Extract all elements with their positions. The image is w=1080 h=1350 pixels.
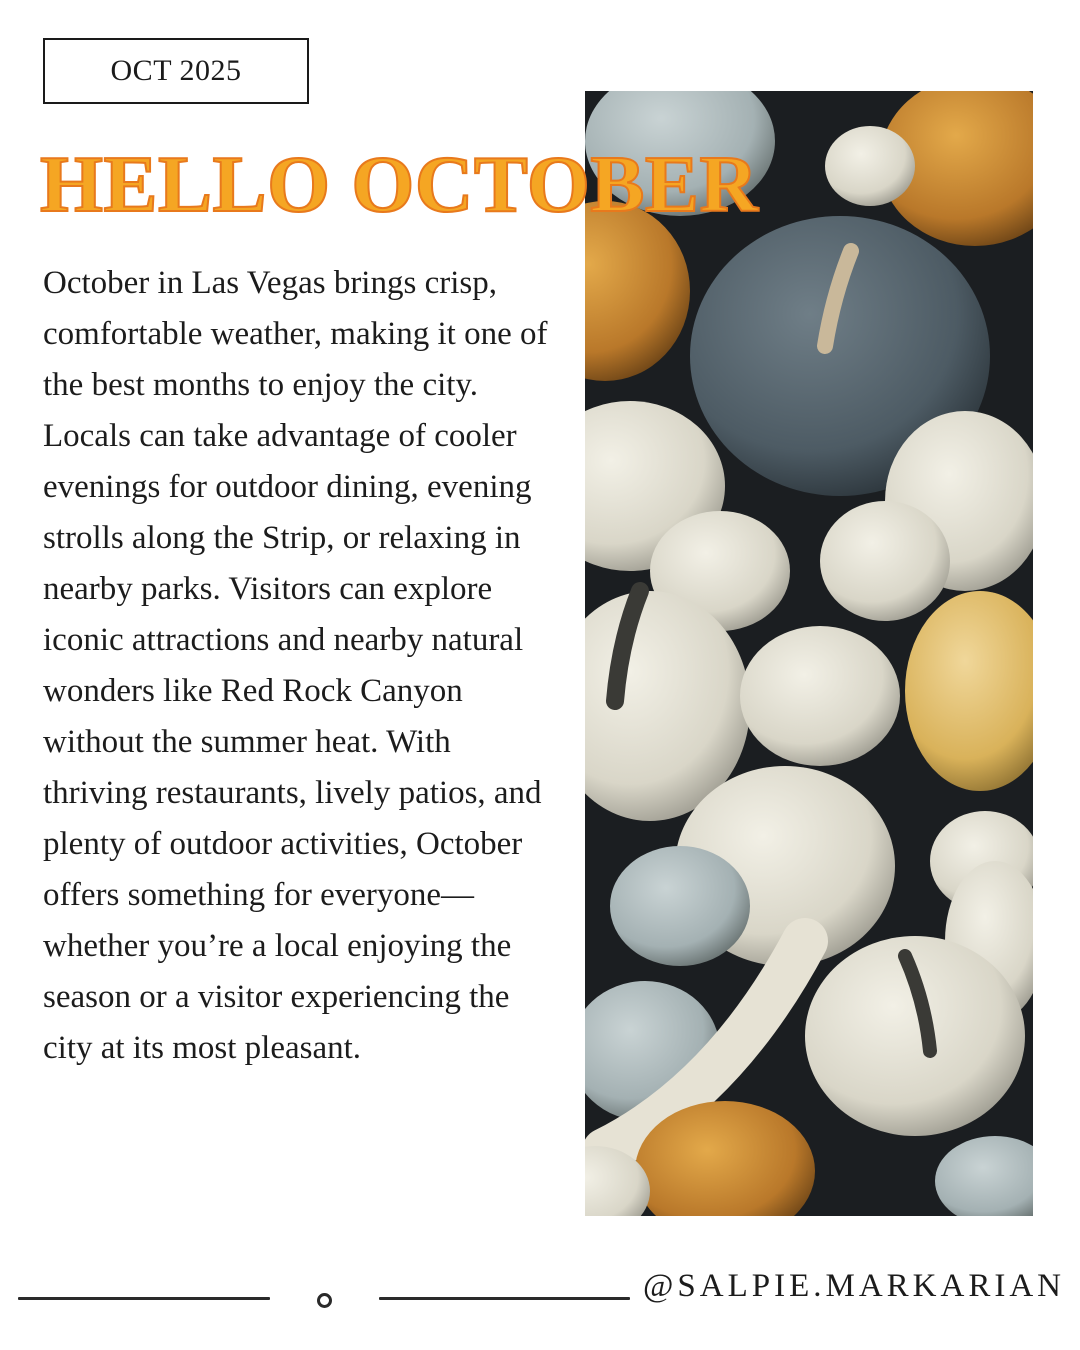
date-label: OCT 2025 xyxy=(110,54,242,87)
footer-circle-icon xyxy=(317,1293,332,1308)
date-label-box xyxy=(43,38,309,104)
footer-divider-left xyxy=(18,1297,270,1300)
pumpkins-photo xyxy=(585,91,1033,1216)
social-handle: @SALPIE.MARKARIAN xyxy=(643,1268,1065,1304)
footer-divider-right xyxy=(379,1297,630,1300)
page-title: HELLO OCTOBER xyxy=(40,139,759,229)
article-body: October in Las Vegas brings crisp, comfortable weather, making it one of the best months to enjoy the city. Locals can take advantage of cooler evenings for outdoor dining, evening strolls along the Strip, or relaxing in nearby parks. Visitors can explore iconic attractions and nearby natural wonders like Red Rock Canyon without the summer heat. With thriving restaurants, lively patios, and plenty of outdoor activities, October offers something for everyone—whether you’re a local enjoying the season or a visitor experiencing the city at its most pleasant. xyxy=(43,265,548,1066)
pumpkins-illustration xyxy=(585,91,1033,1216)
